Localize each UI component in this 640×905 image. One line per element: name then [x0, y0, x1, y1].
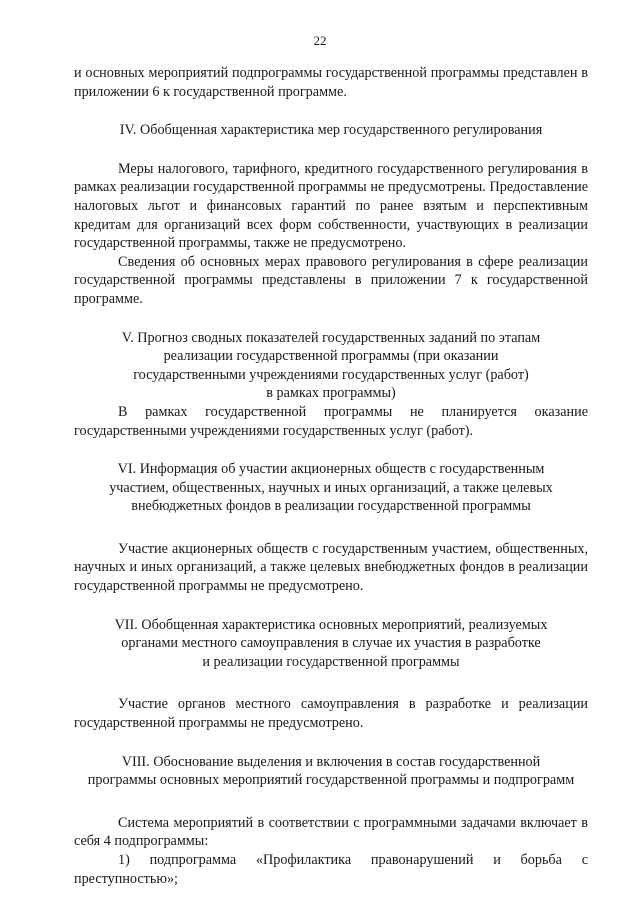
list-item: 1) подпрограмма «Профилактика правонарушений и борьба с преступностью»; — [74, 852, 588, 887]
heading-line: реализации государственной программы (при оказании — [163, 348, 499, 365]
section-heading-viii — [74, 753, 588, 790]
section-heading-vi — [74, 460, 588, 516]
paragraph-intro: и основных мероприятий подпрограммы государственной программы представлен в приложении 6 к государственной программе. — [74, 65, 588, 100]
heading-line: участием, общественных, научных и иных организаций, а также целевых — [109, 479, 553, 496]
heading-line: государственными учреждениями государственных услуг (работ) — [133, 366, 529, 383]
paragraph-iv-1: Меры налогового, тарифного, кредитного государственного регулирования в рамках реализации государственной программы не предусмотрены. Предоставление налоговых льгот и финансовых гарантий по ранее взятым и перспективным кредитам для организаций всех форм собственности, участвующих в реализации государственной программы, также не предусмотрено. — [74, 160, 588, 252]
heading-line: VII. Обобщенная характеристика основных мероприятий, реализуемых — [114, 616, 548, 633]
heading-line: V. Прогноз сводных показателей государственных заданий по этапам — [121, 329, 541, 346]
paragraph-viii-1: Система мероприятий в соответствии с программными задачами включает в себя 4 подпрограммы: — [74, 814, 588, 850]
page-number: 22 — [313, 33, 327, 48]
section-heading-iv: IV. Обобщенная характеристика мер государственного регулирования — [119, 122, 543, 139]
paragraph-iv-2: Сведения об основных мерах правового регулирования в сфере реализации государственной программы представлены в приложении 7 к государственной программе. — [74, 253, 588, 307]
section-heading-v — [74, 329, 588, 403]
heading-line: программы основных мероприятий государственной программы и подпрограмм — [87, 772, 575, 789]
paragraph-v: В рамках государственной программы не планируется оказание государственными учреждениями государственных услуг (работ). — [74, 403, 588, 439]
heading-line: VI. Информация об участии акционерных обществ с государственным — [117, 461, 545, 478]
paragraph-vi: Участие акционерных обществ с государственным участием, общественных, научных и иных организаций, а также целевых внебюджетных фондов в реализации государственной программы не предусмотрено. — [74, 540, 588, 595]
heading-line: VIII. Обоснование выделения и включения в состав государственной — [121, 753, 541, 770]
section-heading-vii — [74, 616, 588, 672]
heading-line: и реализации государственной программы — [202, 653, 460, 670]
heading-line: органами местного самоуправления в случае их участия в разработке — [121, 635, 541, 652]
heading-line: в рамках программы) — [266, 385, 396, 402]
heading-line: внебюджетных фондов в реализации государственной программы — [131, 498, 531, 515]
paragraph-vii: Участие органов местного самоуправления в разработке и реализации государственной программы не предусмотрено. — [74, 696, 588, 732]
document-body — [74, 64, 588, 888]
